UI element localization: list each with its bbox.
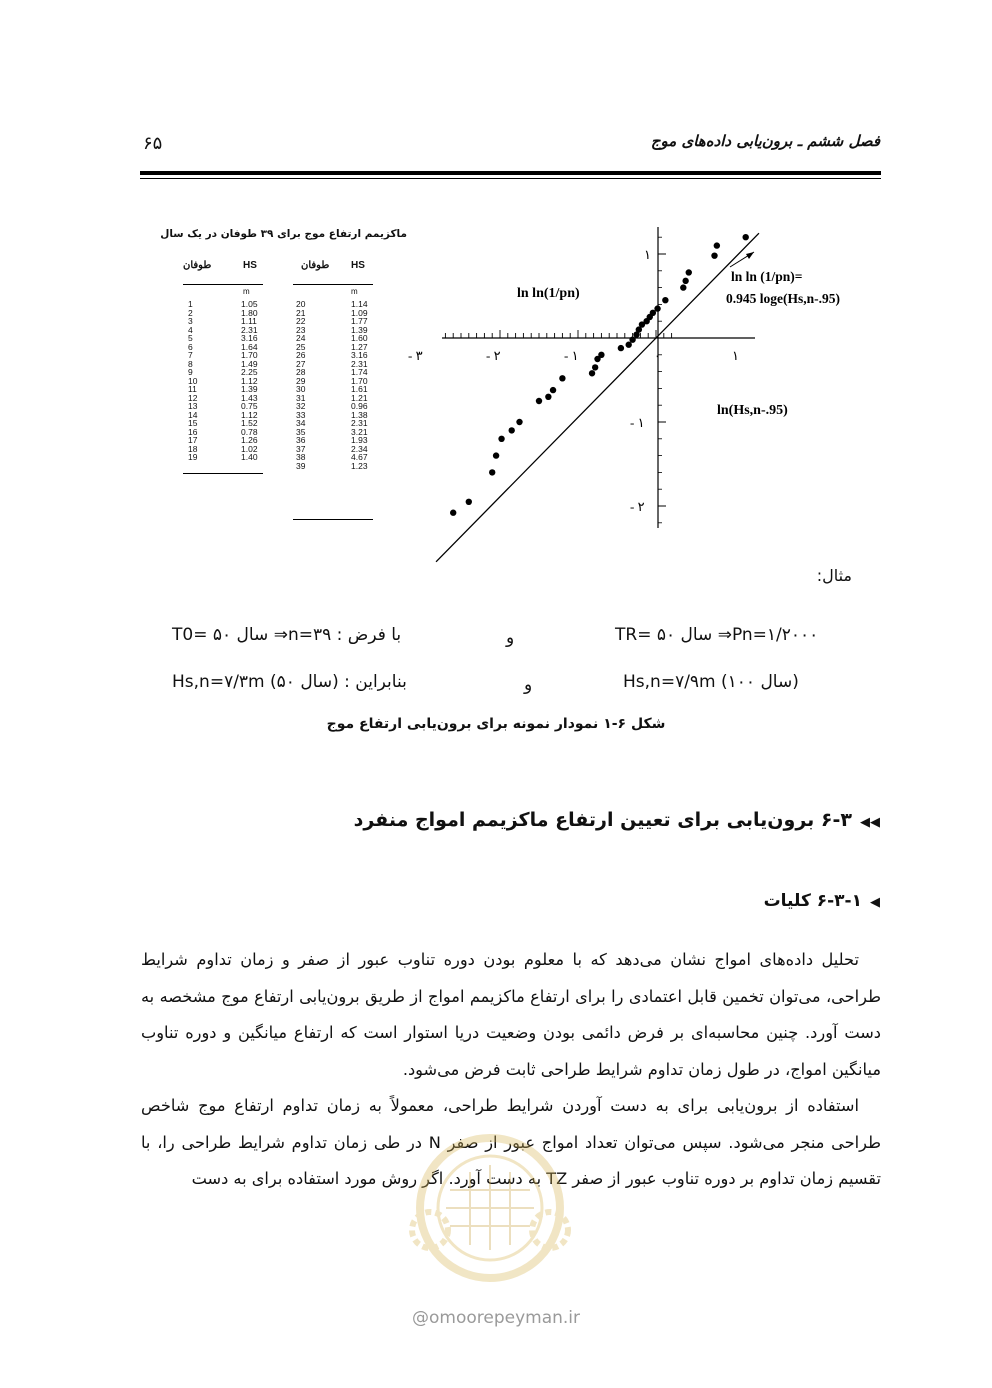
hs-value-12: 1.43	[241, 392, 258, 403]
hs-value-18: 1.02	[241, 443, 258, 454]
hs-value-1: 1.05	[241, 299, 258, 309]
data-point	[743, 234, 749, 240]
hs-value-6: 1.27	[351, 341, 368, 352]
hs-value-8: 1.49	[241, 358, 258, 369]
storm-number-17: 36	[296, 435, 306, 445]
hs-value-1: 1.14	[351, 299, 368, 309]
hs-value-column	[241, 300, 258, 462]
data-point	[450, 510, 456, 516]
data-point	[711, 252, 717, 258]
data-points	[450, 234, 749, 516]
extrapolation-chart	[408, 215, 890, 535]
watermark-url: @omoorepeyman.ir	[411, 1308, 581, 1328]
table-header-rule	[183, 284, 263, 285]
storm-number-13: 13	[188, 401, 198, 411]
storm-number-11: 11	[188, 384, 197, 394]
storm-number-9: 28	[296, 367, 306, 377]
x-tick-label: ۰	[654, 348, 661, 363]
header-rule	[140, 171, 881, 175]
hs-value-5: 1.60	[351, 333, 368, 343]
hs-value-17: 1.93	[351, 435, 368, 445]
data-point	[536, 398, 542, 404]
storm-number-15: 15	[188, 418, 198, 428]
conjunction-and: و	[524, 675, 533, 695]
running-head: فصل ششم ـ برون‌یابی داده‌های موج	[650, 132, 880, 150]
data-point	[493, 452, 499, 458]
hs-100-year-equation: Hs,n=۷/۹m (۱۰۰ سال)	[623, 672, 799, 692]
storm-number-15: 34	[296, 418, 306, 428]
storm-number-8: 8	[188, 358, 193, 369]
hs-value-4: 1.39	[351, 324, 368, 335]
hs-value-2: 1.09	[351, 307, 368, 318]
data-point	[509, 427, 515, 433]
chart-axes	[408, 227, 755, 528]
hs-value-13: 0.75	[241, 401, 258, 411]
storm-number-13: 32	[296, 401, 306, 411]
fit-equation-line1: ln ln (1/pn)=	[731, 269, 803, 284]
hs-value-8: 2.31	[351, 358, 368, 369]
data-point	[592, 364, 598, 370]
fit-line	[436, 233, 759, 562]
hs-column-header: HS	[243, 260, 257, 271]
y-tick-label: - ۱	[630, 415, 645, 430]
storm-number-8: 27	[296, 358, 306, 369]
data-point	[550, 387, 556, 393]
figure-caption: شکل ۶-۱ نمودار نمونه برای برون‌یابی ارتفاع موج	[326, 716, 666, 732]
data-point	[589, 370, 595, 376]
storm-number-column	[188, 300, 197, 462]
storm-number-4: 4	[188, 324, 193, 335]
storm-number-10: 10	[188, 375, 198, 386]
hs-value-11: 1.61	[351, 384, 368, 394]
example-label: مثال:	[816, 566, 852, 585]
storm-number-4: 23	[296, 324, 306, 335]
paragraph: تحلیل داده‌های امواج نشان می‌دهد که با معلوم بودن دوره تناوب عبور از صفر و زمان تداوم شرایط طراحی، می‌توان تخمین قابل اعتمادی را برای ارتفاع ماکزیمم امواج از طریق برون‌یابی ارتفاع موج مشخصه به دست آورد. چنین محاسبه‌ای بر فرض دائمی بودن وضعیت دریا استوار است که ارتفاع میانگین و دوره تناوب میانگین امواج، در طول زمان تداوم شرایط طراحی ثابت فرض می‌شود.	[141, 950, 881, 1079]
data-point	[629, 336, 635, 342]
hs-value-3: 1.11	[241, 316, 257, 326]
storm-number-2: 2	[188, 307, 193, 318]
storm-number-5: 5	[188, 333, 193, 343]
storm-number-10: 29	[296, 375, 306, 386]
hs-value-5: 3.16	[241, 333, 258, 343]
hs-value-15: 2.31	[351, 418, 368, 428]
storm-number-1: 1	[188, 299, 193, 309]
data-point	[686, 269, 692, 275]
storm-number-12: 12	[188, 392, 198, 403]
storm-number-column	[296, 300, 305, 470]
y-axis-label: ln ln(1/pn)	[517, 286, 580, 301]
hs-value-19: 4.67	[351, 452, 368, 462]
hs-50-year-equation: Hs,n=۷/۳m (۵۰ سال) : بنابراین	[172, 672, 407, 692]
hs-value-10: 1.70	[351, 375, 368, 386]
storm-number-12: 31	[296, 392, 306, 403]
data-point	[680, 284, 686, 290]
data-point	[516, 419, 522, 425]
storm-number-19: 19	[188, 452, 198, 462]
storm-number-6: 6	[188, 341, 193, 352]
section-heading-text: ۶-۳ برون‌یابی برای تعیین ارتفاع ماکزیمم امواج منفرد	[353, 809, 852, 831]
x-tick-label: - ۳	[408, 348, 423, 363]
hs-value-10: 1.12	[241, 375, 258, 386]
storm-number-17: 17	[188, 435, 198, 445]
storm-number-11: 30	[296, 384, 306, 394]
data-point	[714, 242, 720, 248]
return-period-equation: TR= ۵۰ سال ⇒Pn=۱/۲۰۰۰	[615, 625, 819, 645]
hs-value-18: 2.34	[351, 443, 368, 454]
x-tick-label: ۱	[732, 348, 739, 363]
hs-value-14: 1.12	[241, 409, 258, 420]
hs-value-3: 1.77	[351, 316, 368, 326]
hs-column-header: HS	[351, 260, 365, 271]
subsection-heading-text: ۶-۳-۱ کلیات	[763, 891, 862, 911]
storm-number-7: 7	[188, 350, 193, 360]
storm-column-header: طوفان	[301, 260, 330, 271]
hs-value-7: 3.16	[351, 350, 368, 360]
data-point	[545, 394, 551, 400]
hs-value-2: 1.80	[241, 307, 258, 318]
hs-value-6: 1.64	[241, 341, 258, 352]
data-point	[498, 436, 504, 442]
hs-value-12: 1.21	[351, 392, 368, 403]
data-point	[598, 352, 604, 358]
storm-number-14: 33	[296, 409, 306, 420]
hs-unit: m	[243, 287, 250, 296]
storm-number-6: 25	[296, 341, 306, 352]
hs-value-19: 1.40	[241, 452, 258, 462]
hs-value-17: 1.26	[241, 435, 258, 445]
data-point	[654, 305, 660, 311]
hs-value-14: 1.38	[351, 409, 368, 420]
data-point	[662, 297, 668, 303]
x-tick-label: - ۲	[486, 348, 501, 363]
table-bottom-rule	[183, 473, 263, 474]
data-point	[559, 375, 565, 381]
data-point	[466, 499, 472, 505]
storm-number-2: 21	[296, 307, 306, 318]
storm-number-3: 3	[188, 316, 193, 326]
storm-number-5: 24	[296, 333, 306, 343]
y-tick-label: - ۲	[630, 499, 645, 514]
y-tick-label: ۱	[644, 247, 651, 262]
equation-pointer-arrowhead	[746, 252, 754, 259]
storm-number-7: 26	[296, 350, 306, 360]
x-tick-label: - ۱	[564, 348, 579, 363]
hs-value-4: 2.31	[241, 324, 258, 335]
hs-value-16: 0.78	[241, 426, 258, 437]
storm-number-18: 18	[188, 443, 198, 454]
storm-number-16: 35	[296, 426, 306, 437]
table-title: ماکزیمم ارتفاع موج برای ۳۹ طوفان در یک سال	[160, 228, 407, 240]
storm-number-16: 16	[188, 426, 198, 437]
storm-number-3: 22	[296, 316, 306, 326]
fit-equation-line2: 0.945 loge(Hs,n-.95)	[726, 291, 840, 306]
storm-number-18: 37	[296, 443, 306, 454]
storm-count-equation: T0= ۵۰ سال ⇒n=۳۹ : با فرض	[172, 625, 402, 645]
data-point	[489, 469, 495, 475]
hs-value-20: 1.23	[351, 460, 368, 471]
data-point	[618, 345, 624, 351]
header-rule-thin	[140, 178, 881, 179]
subsection-heading	[764, 891, 880, 911]
hs-value-column	[351, 300, 368, 470]
storm-number-19: 38	[296, 452, 306, 462]
hs-value-7: 1.70	[241, 350, 258, 360]
data-point	[626, 342, 632, 348]
conjunction-and: و	[506, 628, 515, 648]
hs-value-15: 1.52	[241, 418, 258, 428]
arrow-icon: ◀	[870, 895, 880, 910]
storm-number-9: 9	[188, 367, 193, 377]
paragraph: استفاده از برون‌یابی برای به دست آوردن شرایط طراحی، معمولاً به زمان تداوم ارتفاع موج شاخص طراحی منجر می‌شود. سپس می‌توان تعداد امواج عبور از صفر N در طی زمان تداوم شرایط طراحی را، با تقسیم زمان تداوم بر دوره تناوب عبور از صفر TZ به دست آورد. اگر روش مورد استفاده برای به دست	[141, 1096, 881, 1188]
double-arrow-icon: ◀◀	[860, 815, 880, 830]
x-axis-label: ln(Hs,n-.95)	[717, 403, 788, 418]
hs-unit: m	[351, 287, 358, 296]
page-number: ۶۵	[143, 133, 163, 154]
hs-value-16: 3.21	[351, 426, 368, 437]
section-heading	[354, 809, 880, 831]
storm-number-14: 14	[188, 409, 198, 420]
hs-value-13: 0.96	[351, 401, 368, 411]
table-bottom-rule	[293, 519, 373, 520]
hs-value-9: 1.74	[351, 367, 368, 377]
table-header-rule	[293, 284, 373, 285]
storm-column-header: طوفان	[183, 260, 212, 271]
hs-value-11: 1.39	[241, 384, 258, 394]
storm-number-1: 20	[296, 299, 306, 309]
watermark-logo	[390, 1120, 590, 1290]
hs-value-9: 2.25	[241, 367, 258, 377]
data-point	[682, 278, 688, 284]
storm-number-20: 39	[296, 460, 306, 471]
